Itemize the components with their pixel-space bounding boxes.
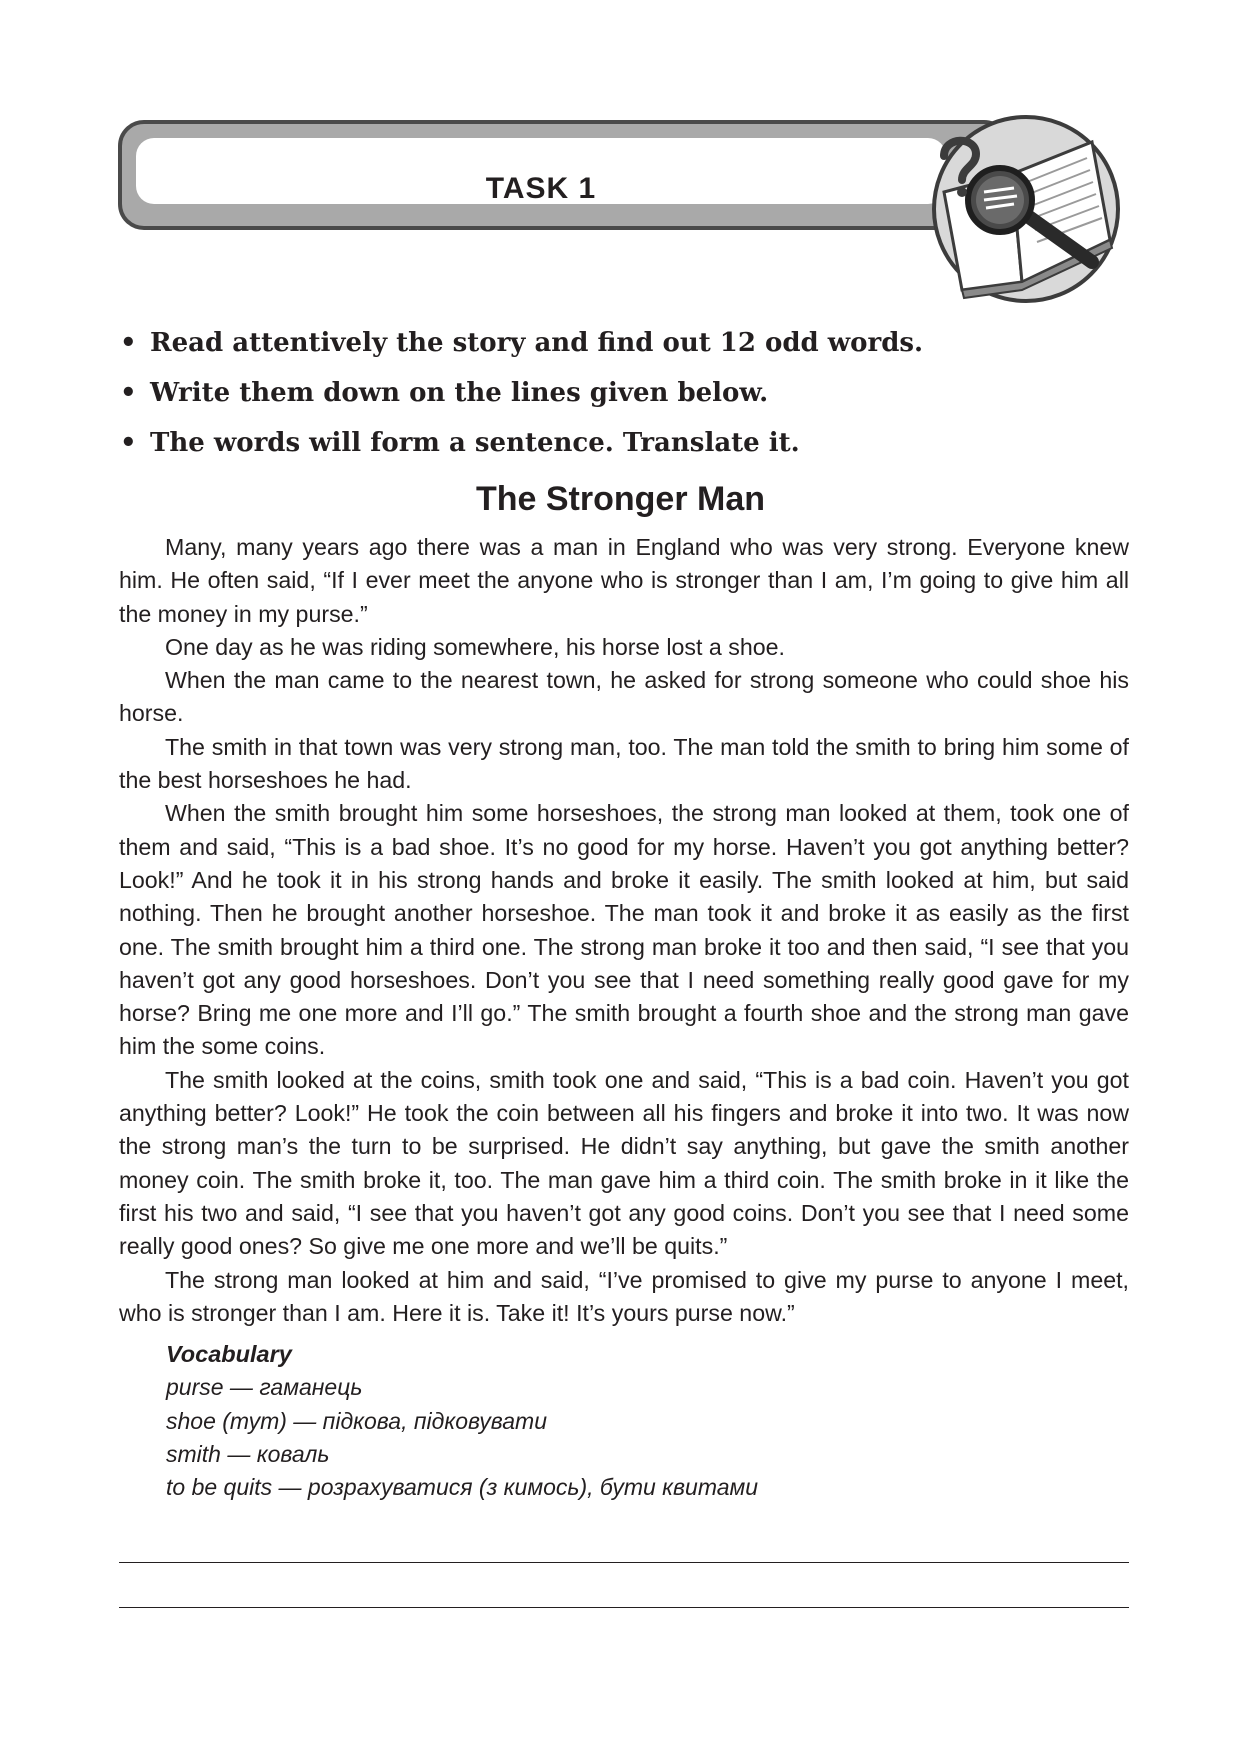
vocabulary-title: Vocabulary bbox=[166, 1341, 292, 1367]
answer-line[interactable] bbox=[119, 1562, 1129, 1563]
vocabulary-item: smith — коваль bbox=[166, 1440, 330, 1467]
instruction-text: Read attentively the story and find out 12 odd words. bbox=[150, 328, 924, 358]
task-banner bbox=[118, 120, 1010, 230]
instruction-text: The words will form a sentence. Translate it. bbox=[150, 428, 800, 458]
vocabulary bbox=[166, 1338, 1126, 1504]
task-banner-inner bbox=[136, 138, 946, 204]
instruction-text: Write them down on the lines given below. bbox=[150, 378, 769, 408]
vocabulary-item: to be quits — розрахуватися (з кимось), бути квитами bbox=[166, 1474, 759, 1501]
bullet: • bbox=[120, 328, 137, 358]
story-paragraph: The strong man looked at him and said, “I’ve promised to give my purse to anyone I meet, who is stronger than I am. Here it is. Take it! It’s yours purse now.” bbox=[119, 1266, 1129, 1326]
book-magnifier-icon bbox=[922, 112, 1132, 312]
story-paragraph: When the smith brought him some horseshoes, the strong man looked at them, took one of them and said, “This is a bad shoe. It’s no good for my horse. Haven’t you got anything better? Look!” And he took it in his strong hands and broke it easily. The smith looked at him, but said nothing. Then he brought another horseshoe. The man took it and broke it as easily as the first one. The smith brought him a third one. The strong man broke it too and then said, “I see that you haven’t got any good horseshoes. Don’t you see that I need something really good gave for my horse? Bring me one more and I’ll go.” The smith brought a fourth shoe and the strong man gave him the some coins. bbox=[119, 800, 1129, 1060]
answer-line[interactable] bbox=[119, 1607, 1129, 1608]
story-body bbox=[119, 531, 1129, 1330]
instructions-list bbox=[120, 318, 1120, 468]
instruction-item bbox=[120, 368, 1120, 418]
instruction-item bbox=[120, 318, 1120, 368]
bullet: • bbox=[120, 378, 137, 408]
vocabulary-item: shoe (тут) — підкова, підковувати bbox=[166, 1407, 547, 1434]
instruction-item bbox=[120, 418, 1120, 468]
story-paragraph: The smith in that town was very strong man, too. The man told the smith to bring him some of the best horseshoes he had. bbox=[119, 733, 1129, 794]
task-title: TASK 1 bbox=[485, 172, 597, 205]
story-paragraph: Many, many years ago there was a man in England who was very strong. Everyone knew him. He often said, “If I ever meet the anyone who is stronger than I am, I’m going to give him all the money in my purse.” bbox=[119, 534, 1129, 627]
bullet: • bbox=[120, 428, 137, 458]
story-paragraph: When the man came to the nearest town, he asked for strong someone who could shoe his horse. bbox=[119, 667, 1129, 727]
story-paragraph: One day as he was riding somewhere, his horse lost a shoe. bbox=[165, 633, 785, 660]
vocabulary-item: purse — гаманець bbox=[166, 1374, 363, 1401]
story-paragraph: The smith looked at the coins, smith took one and said, “This is a bad coin. Haven’t you got anything better? Look!” He took the coin between all his fingers and broke it into two. It was now the strong man’s the turn to be surprised. He didn’t say anything, but gave the smith another money coin. The smith broke it, too. The man gave him a third coin. The smith broke in it like the first his two and said, “I see that you haven’t got any good coins. Don’t you see that I need some really good ones? So give me one more and we’ll be quits.” bbox=[119, 1066, 1129, 1260]
story-title: The Stronger Man bbox=[475, 480, 766, 518]
